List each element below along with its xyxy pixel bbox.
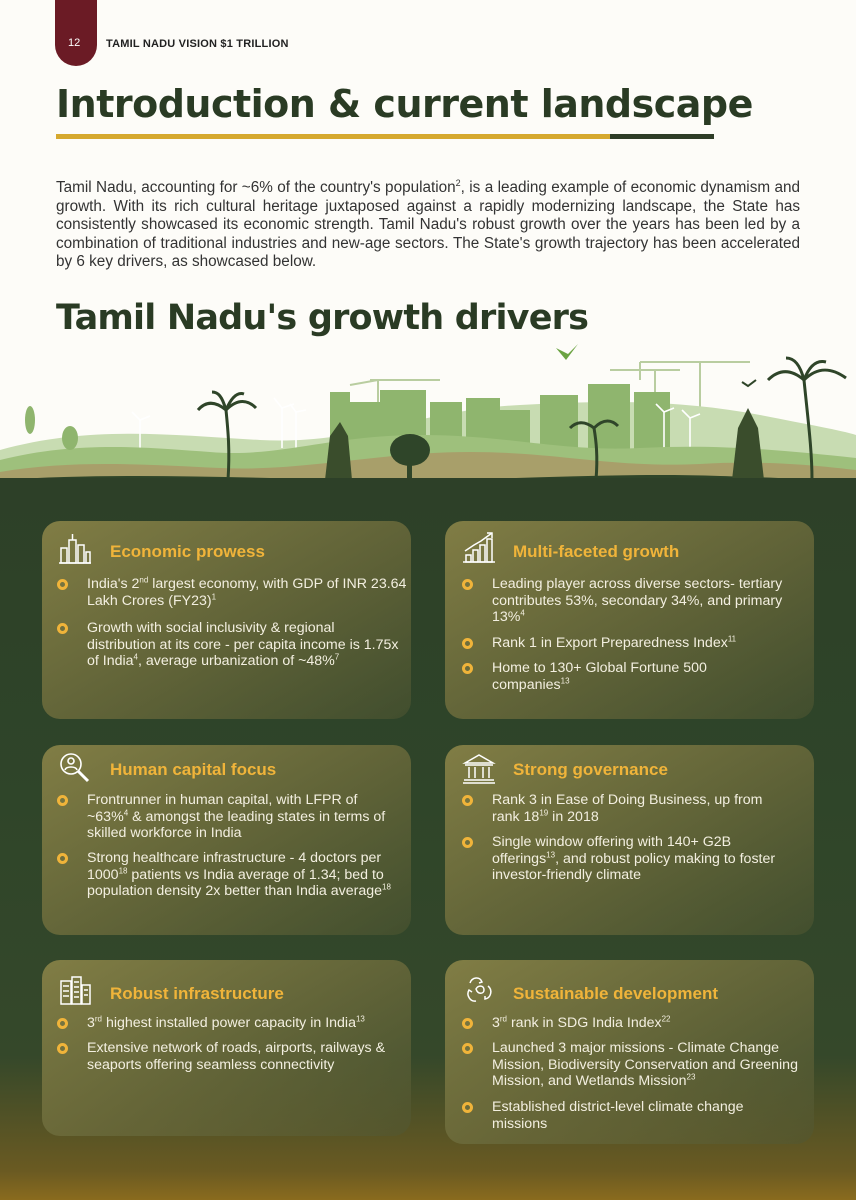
card-title: Robust infrastructure (110, 984, 284, 1003)
title-underline-green (610, 134, 714, 139)
buildings-icon (58, 973, 92, 1007)
card-title: Strong governance (513, 760, 668, 779)
card-title: Economic prowess (110, 542, 265, 561)
bullet-item: Rank 3 in Ease of Doing Business, up from rank $18^{19}$ in 2018 (492, 792, 792, 825)
recycle-leaf-icon (462, 973, 496, 1007)
bullet-item: Frontrunner in human capital, with LFPR of ~63%$^4$ & amongst the leading states in terms of skilled workforce in India (87, 792, 397, 842)
government-building-icon (462, 752, 496, 786)
card-title: Sustainable development (513, 984, 718, 1003)
bullet-item: Established district-level climate change missions (492, 1099, 792, 1132)
bullet-item: Home to 130+ Global Fortune 500 companies$^{13}$ (492, 660, 772, 693)
magnifier-person-icon (58, 751, 92, 785)
page-title: Introduction & current landscape (56, 82, 753, 126)
card-title: Human capital focus (110, 760, 277, 779)
bullet-item: Strong healthcare infrastructure - 4 doctors per 1000$^{18}$ patients vs India average of 1.34; bed to population density 2x better than India average$^{18}$ (87, 850, 397, 900)
bullet-item: Leading player across diverse sectors- tertiary contributes 53%, secondary 34%, and primary 13%$^4$ (492, 576, 792, 626)
landscape-illustration (0, 340, 856, 490)
card-title: Multi-faceted growth (513, 542, 680, 561)
bullet-item: 3rd rank in SDG India Index$^{22}$ (492, 1015, 802, 1032)
bullet-item: Launched 3 major missions - Climate Change Mission, Biodiversity Conservation and Greening Mission, and Wetlands Mission$^{23}$ (492, 1040, 802, 1090)
bullet-item: India's 2nd largest economy, with GDP of INR 23.64 Lakh Crores $(FY23)^1$ (87, 576, 407, 609)
page-number-tab (55, 0, 97, 66)
bullet-item: Extensive network of roads, airports, railways & seaports offering seamless connectivity (87, 1040, 407, 1073)
bullet-item: Single window offering with 140+ G2B offerings$^{13}$, and robust policy making to foster investor-friendly climate (492, 834, 792, 884)
bullet-item: Rank 1 in Export Preparedness Index$^{11}$ (492, 635, 792, 652)
section-title: Tamil Nadu's growth drivers (56, 298, 589, 338)
bullet-item: Growth with social inclusivity & regional distribution at its core - per capita income is 1.75x of India$^4$, average urbanization of ~48%$^7$ (87, 620, 407, 670)
growth-chart-icon (462, 531, 496, 565)
intro-paragraph: Tamil Nadu, accounting for ~6% of the country's population$^2$, is a leading example of economic dynamism and growth. With its rich cultural heritage juxtaposed against a rapidly modernizing landscape, the State has consistently showcased its economic strength. Tamil Nadu's robust growth over the years has been led by a combination of traditional industries and new-age sectors. The State's growth trajectory has been accelerated by 6 key drivers, as showcased below. (56, 178, 800, 271)
city-skyline-icon (58, 532, 92, 566)
page-number: 12 (68, 37, 81, 49)
running-title: TAMIL NADU VISION $1 TRILLION (106, 38, 289, 50)
title-underline-gold (56, 134, 610, 139)
bullet-item: 3rd highest installed power capacity in India$^{13}$ (87, 1015, 407, 1032)
